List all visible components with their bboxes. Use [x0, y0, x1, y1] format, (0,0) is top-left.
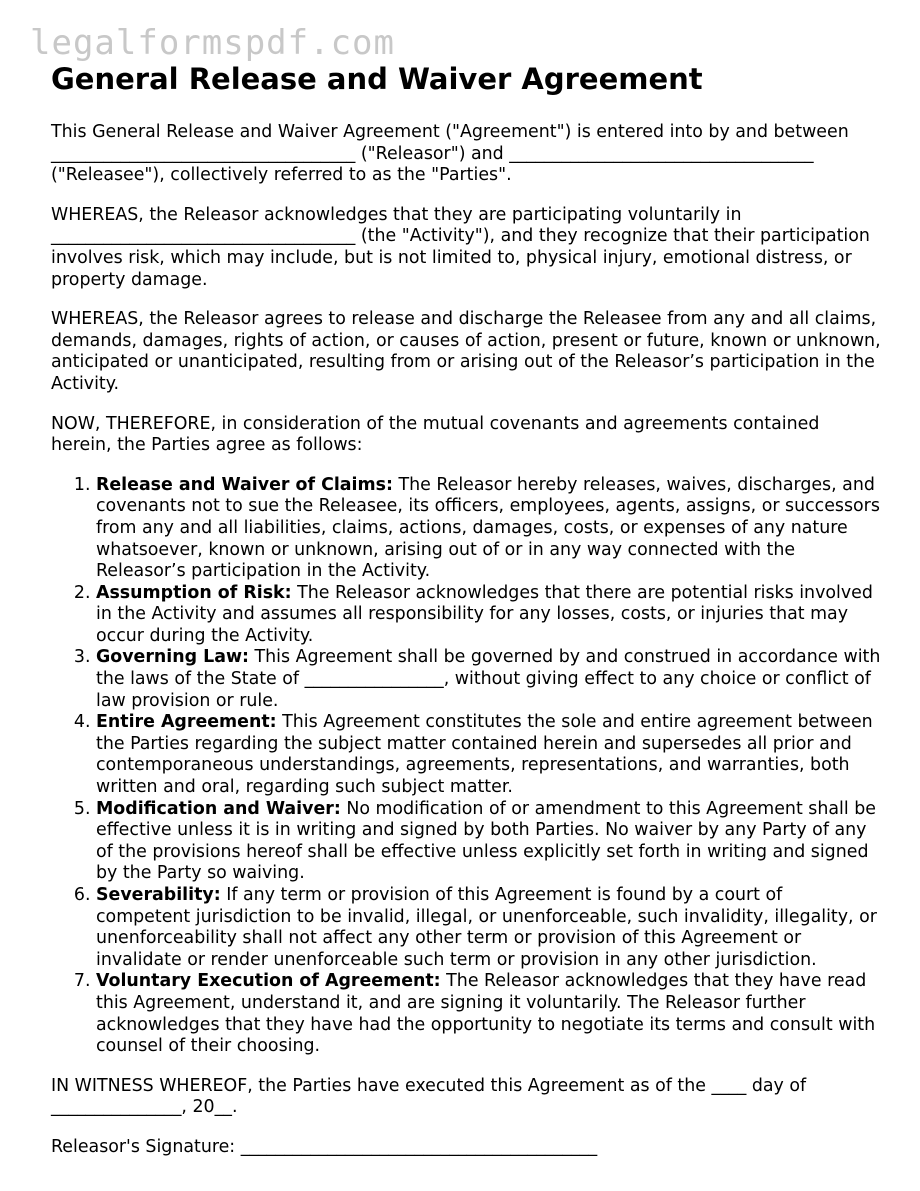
clause-text: This Agreement constitutes the sole and entire agreement between the Parties regarding the subject matter contained herein and supersedes all prior and contemporaneous understandings, agreements, representations, and warranties, both written and oral, regarding such subject matter.: [96, 712, 873, 798]
clause-text: If any term or provision of this Agreement is found by a court of competent jurisdiction to be invalid, illegal, or unenforceable, such invalidity, illegality, or unenforceability shall not affect any other term or provision of this Agreement or invalidate or render unenforceable such term or provision in any other jurisdiction.: [96, 885, 877, 970]
intro-text-a: This General Release and Waiver Agreement ("Agreement") is entered into by and between: [51, 122, 849, 142]
clause-text: No modification of or amendment to this Agreement shall be effective unless it is in writing and signed by both Parties. No waiver by any Party of any of the provisions hereof shall be effective unless explicitly set forth in writing and signed by the Party so waiving.: [96, 798, 876, 884]
clause-text: The Releasor acknowledges that there are potential risks involved in the Activity and assumes all responsibility for any losses, costs, or injuries that may occur during the Activity.: [96, 582, 873, 646]
whereas-activity-paragraph: [51, 205, 881, 291]
clause-heading: Release and Waiver of Claims:: [96, 474, 393, 495]
clause-text: This Agreement shall be governed by and construed in accordance with the laws of the State of ________________, without giving effect to any choice or conflict of law provision or rule.: [96, 647, 881, 711]
clause-heading: Assumption of Risk:: [96, 582, 292, 603]
clause-voluntary-execution: [96, 971, 881, 1057]
releasor-signature-label: Releasor's Signature:: [51, 1136, 241, 1157]
clause-heading: Voluntary Execution of Agreement:: [96, 971, 441, 992]
releasor-signature-row: [51, 1137, 881, 1159]
clause-governing-law: [96, 647, 881, 712]
clause-text: The Releasor acknowledges that they have read this Agreement, understand it, and are signing it voluntarily. The Releasor further acknowledges that they have had the opportunity to negotiate its terms and consult with counsel of their choosing.: [96, 971, 876, 1057]
clause-entire-agreement: [96, 712, 881, 798]
whereas-activity-text-a: WHEREAS, the Releasor acknowledges that they are participating voluntarily in: [51, 204, 742, 225]
clause-assumption-of-risk: [96, 583, 881, 648]
releasor-signature-line[interactable]: _________________________________________: [240, 1136, 598, 1157]
whereas-activity-text-b: (the "Activity"), and they recognize that their participation involves risk, which may include, but is not limited to, physical injury, emotional distress, or property damage.: [51, 226, 870, 290]
clause-list: [51, 475, 881, 1058]
clause-text: The Releasor hereby releases, waives, discharges, and covenants not to sue the Releasee, its officers, employees, agents, assigns, or successors from any and all liabilities, claims, actions, damages, costs, or expenses of any nature whatsoever, known or unknown, arising out of or in any way connected with the Releasor’s participation in the Activity.: [96, 474, 880, 582]
clause-modification-waiver: [96, 799, 881, 885]
intro-paragraph: [51, 122, 881, 187]
activity-blank[interactable]: ___________________________________: [51, 226, 356, 247]
whereas-release-paragraph: WHEREAS, the Releasor agrees to release and discharge the Releasee from any and all claims, demands, damages, rights of action, or causes of action, present or future, known or unknown, anticipated or unanticipated, resulting from or arising out of the Releasor’s participation in the Activity.: [51, 309, 881, 394]
document-page: [51, 62, 881, 1177]
document-title: General Release and Waiver Agreement: [51, 62, 703, 96]
now-therefore-paragraph: NOW, THEREFORE, in consideration of the mutual covenants and agreements contained herein, the Parties agree as follows:: [51, 413, 820, 456]
clause-severability: [96, 885, 881, 971]
intro-text-c: ("Releasee"), collectively referred to as the "Parties".: [51, 165, 512, 186]
witness-paragraph: IN WITNESS WHEREOF, the Parties have executed this Agreement as of the ____ day of _______________, 20__.: [51, 1075, 807, 1118]
clause-release-waiver: [96, 475, 881, 583]
clause-heading: Governing Law:: [96, 647, 249, 668]
clause-heading: Entire Agreement:: [96, 712, 277, 733]
clause-heading: Modification and Waiver:: [96, 798, 341, 819]
releasee-name-blank[interactable]: ___________________________________: [509, 143, 814, 164]
watermark: legalformspdf.com: [30, 23, 395, 63]
releasor-name-blank[interactable]: ___________________________________: [51, 143, 356, 164]
clause-heading: Severability:: [96, 885, 221, 905]
intro-text-b: ("Releasor") and: [355, 143, 510, 164]
